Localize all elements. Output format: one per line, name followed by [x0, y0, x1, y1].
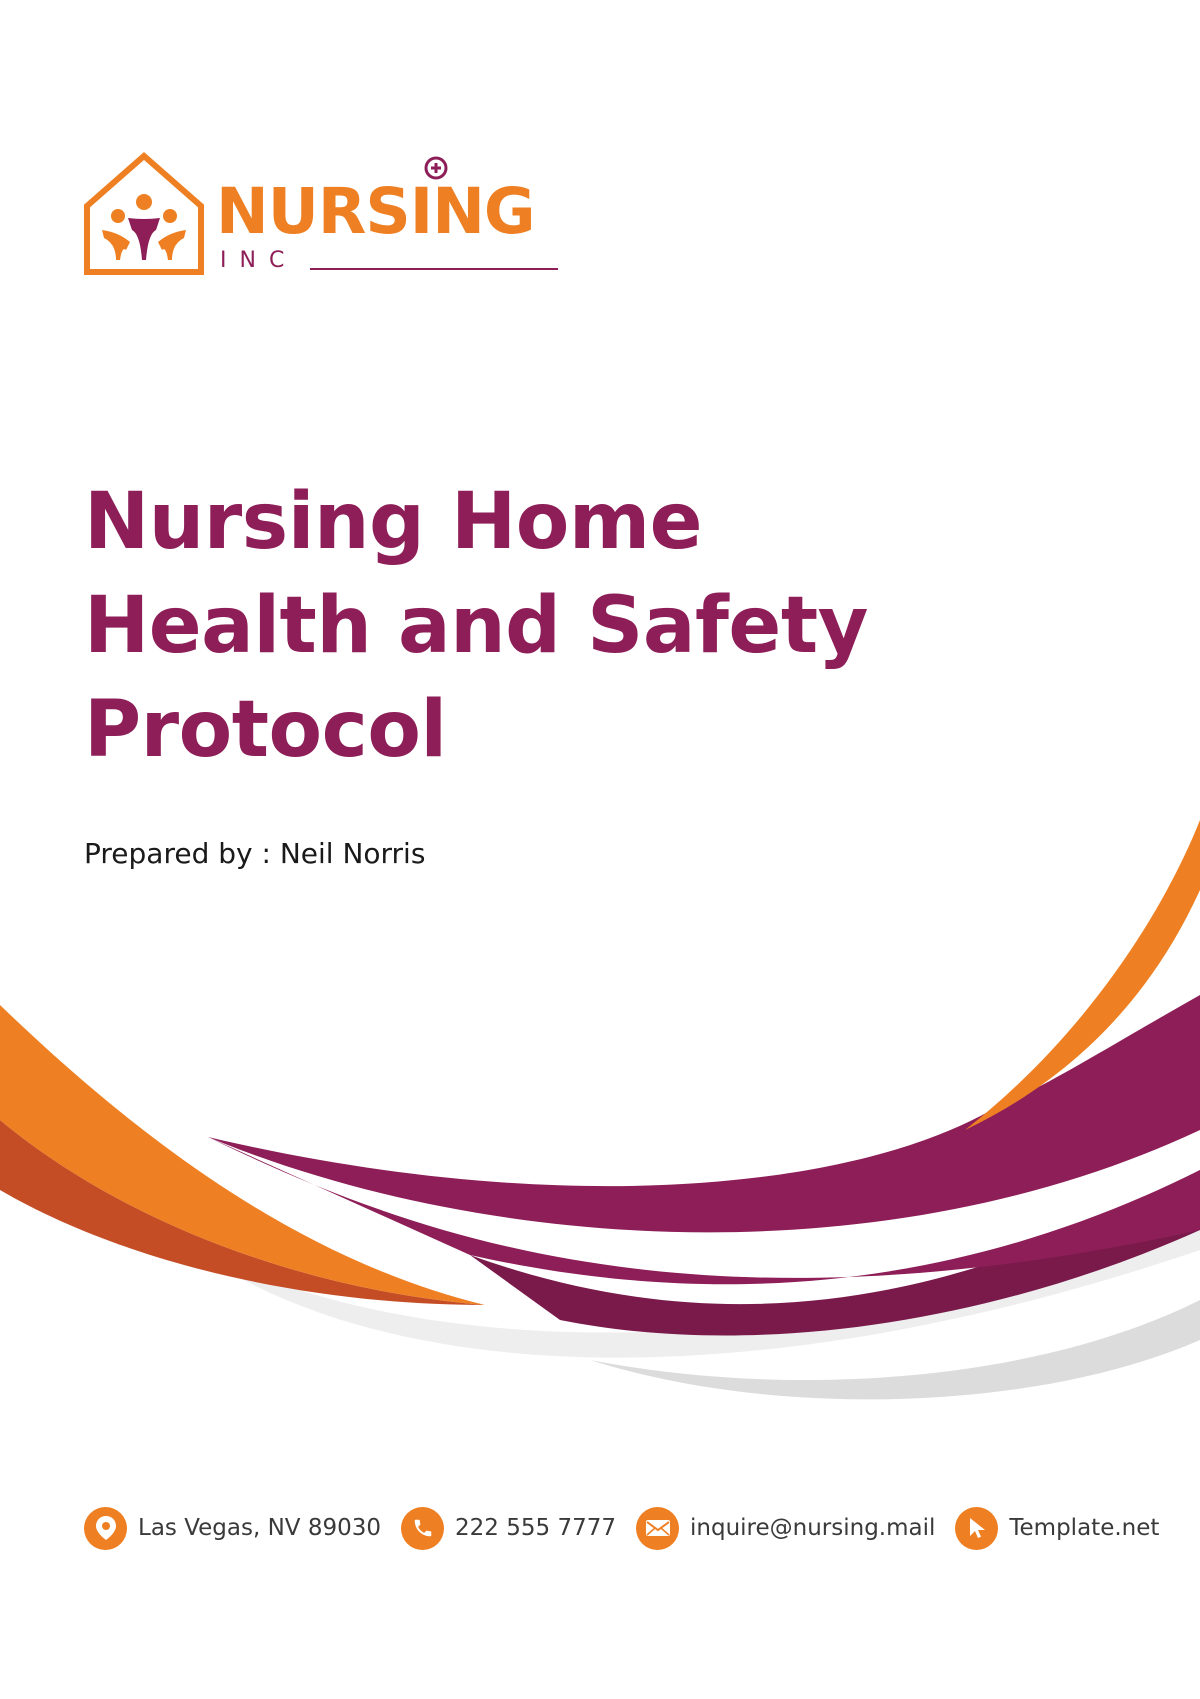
document-title	[84, 470, 1084, 782]
contact-phone	[401, 1507, 616, 1550]
email-text: inquire@nursing.mail	[690, 1514, 936, 1541]
title-line-1: Nursing Home	[84, 477, 702, 567]
title-line-3: Protocol	[84, 685, 447, 775]
website-text: Template.net	[1009, 1514, 1160, 1541]
brand-name: NURSING	[216, 175, 535, 248]
address-text: Las Vegas, NV 89030	[138, 1514, 382, 1541]
title-line-2: Health and Safety	[84, 581, 868, 671]
contact-email	[636, 1507, 935, 1550]
phone-icon	[401, 1507, 444, 1550]
contact-address	[84, 1507, 381, 1550]
plum-band	[208, 995, 1200, 1232]
brand-logo	[82, 150, 562, 280]
contact-bar	[84, 1506, 1179, 1550]
medical-plus-icon	[424, 156, 448, 180]
map-pin-icon	[84, 1507, 127, 1550]
cursor-icon	[955, 1507, 998, 1550]
brand-underline	[310, 268, 558, 270]
phone-text: 222 555 7777	[455, 1514, 616, 1541]
decorative-waves	[0, 800, 1200, 1420]
prepared-by: Prepared by : Neil Norris	[84, 837, 426, 870]
contact-website	[955, 1507, 1159, 1550]
envelope-icon	[636, 1507, 679, 1550]
house-people-icon	[82, 150, 206, 276]
brand-sub: INC	[220, 248, 298, 273]
